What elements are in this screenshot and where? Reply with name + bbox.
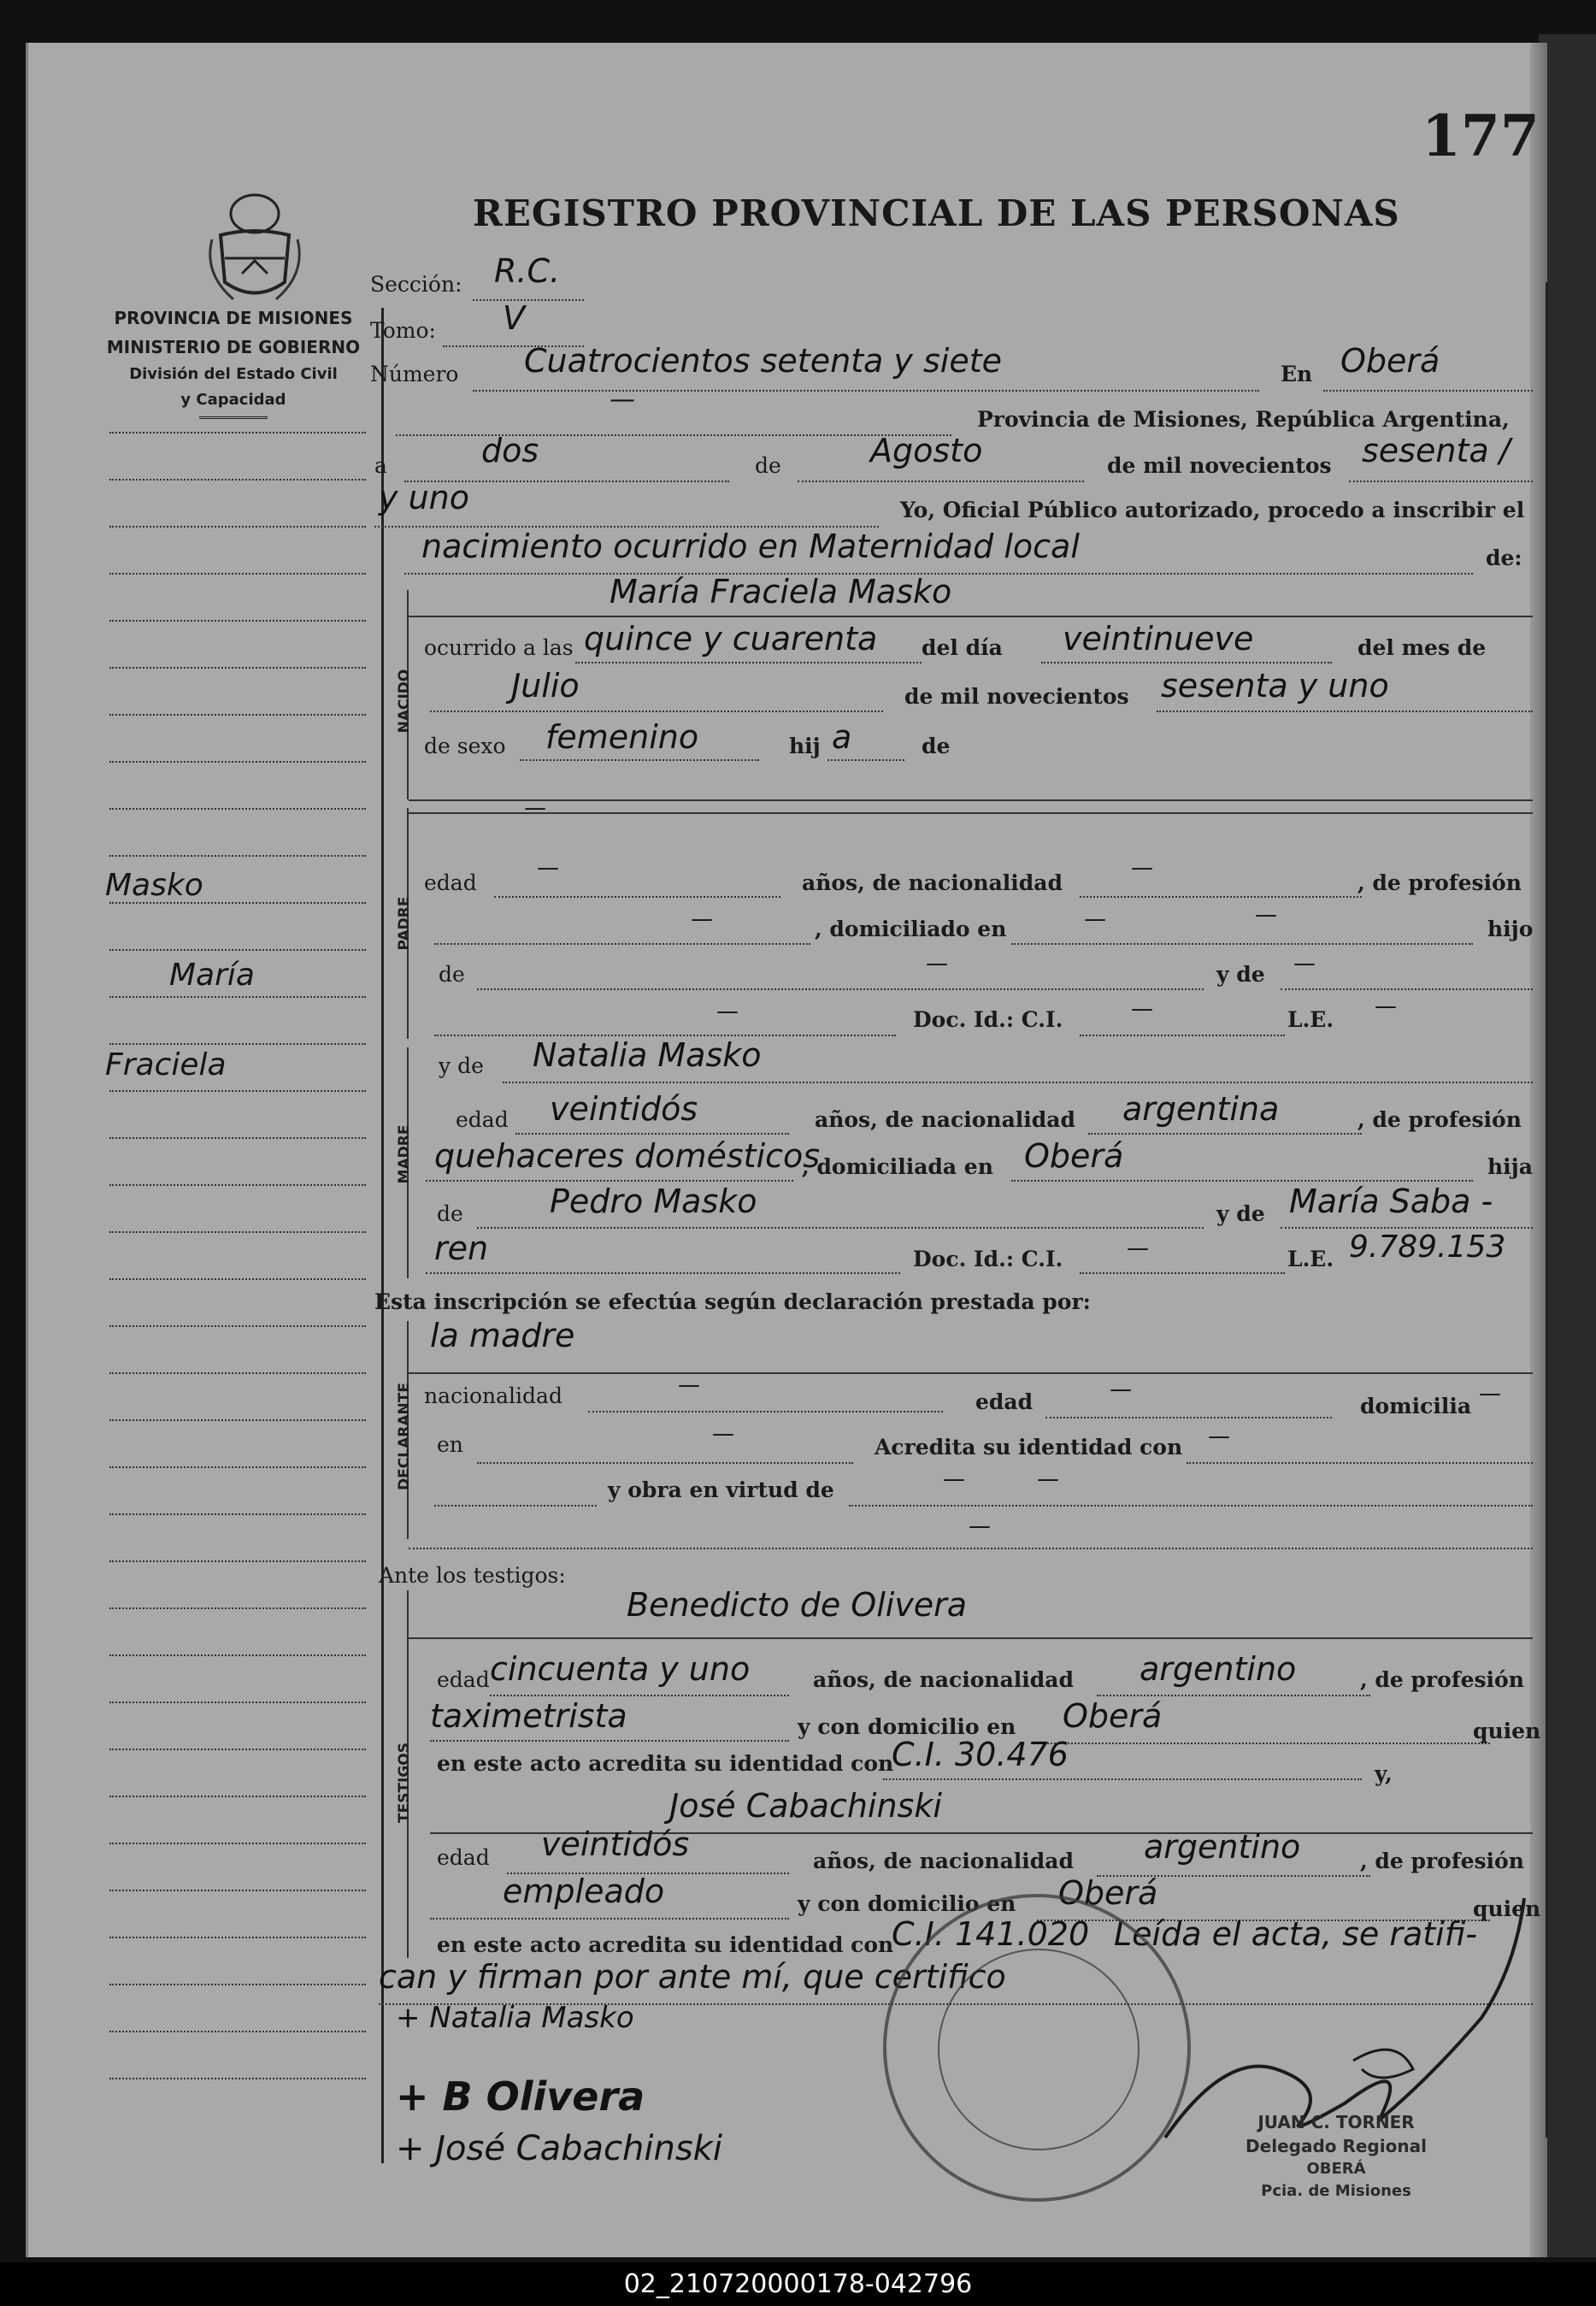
anos-label: años, de nacionalidad [802,870,1063,895]
le-label: L.E. [1287,1007,1334,1032]
madre-prof-rule [426,1180,793,1182]
madre-ci-rule [426,1272,900,1274]
firma-testigo-1: + B Olivera [396,2073,645,2120]
margin-rule [109,1560,366,1562]
margin-rule [109,1654,366,1656]
de4-label: de [437,1201,463,1226]
mes-nac-value: Julio [511,667,580,705]
numero-value: Cuatrocientos setenta y siete [524,342,1002,380]
issuer-province: PROVINCIA DE MISIONES [114,308,353,328]
margin-rule [109,1890,366,1891]
seccion-label: Sección: [370,272,462,297]
provincia-rule [396,434,951,436]
declarante-value: la madre [430,1317,575,1354]
dia-value: dos [481,432,539,469]
declarante-rule [409,1372,1533,1374]
margin-rule [109,1466,366,1468]
issuer-ministry: MINISTERIO DE GOBIERNO [106,337,361,357]
madre-edad: veintidós [550,1090,698,1128]
t1-edad-rule [490,1695,789,1696]
anio-value-1: sesenta / [1362,432,1511,469]
hora-rule [575,662,922,663]
domiciliado-label: , domiciliado en [815,917,1007,941]
madre-dom: Oberá [1024,1137,1124,1175]
header-rule [199,416,268,422]
dash-mark: — [537,855,559,881]
margin-rule [109,479,366,481]
testigos-label: TESTIGOS [396,1742,413,1824]
obra-rule [849,1505,1533,1507]
declarante-label: DECLARANTE [396,1383,413,1490]
margin-rule [109,761,366,763]
hij-rule [827,759,904,761]
mes-rule [798,481,1084,482]
margin-rule [109,1184,366,1186]
t2-nac: argentino [1144,1828,1301,1866]
doc2-rule [1080,1272,1285,1274]
margin-rule [109,1419,366,1421]
nacido-end-rule [409,799,1533,801]
document-page [26,43,1547,2257]
acto2-label: en este acto acredita su identidad con [437,1932,894,1957]
t1-dom-rule [1037,1743,1490,1744]
margin-divider [381,308,384,2163]
dash-mark: — [943,1466,965,1492]
t2-nombre: José Cabachinski [669,1787,942,1825]
firma-testigo-2: + José Cabachinski [396,2129,722,2168]
t1-ci-rule [883,1778,1362,1780]
t1-nac-rule [1097,1695,1370,1696]
hijo-label: hijo [1487,917,1534,941]
profesion4-label: , de profesión [1360,1849,1524,1873]
dash-mark: — [610,385,635,415]
y-de-label: y de [1216,962,1265,987]
margin-rule [109,1701,366,1703]
acredita-label: Acredita su identidad con [875,1435,1183,1460]
obra-label: y obra en virtud de [608,1477,834,1502]
nacido-label: NACIDO [396,669,413,734]
padre-madre-rule [1281,988,1533,990]
t1-prof-rule [430,1740,789,1742]
dash-mark: — [1255,902,1277,928]
de3-label: de [439,962,465,987]
anos3-label: años, de nacionalidad [813,1667,1074,1692]
firma-madre: + Natalia Masko [396,2001,634,2035]
dash-mark: — [524,795,546,821]
margin-rule [109,1325,366,1327]
margin-rule [109,432,366,433]
en-value: Oberá [1340,342,1440,380]
t1-edad: cincuenta y uno [490,1650,751,1688]
dash-mark: — [691,906,713,932]
madre-nac-rule [1088,1133,1362,1135]
seccion-value: R.C. [494,252,561,290]
edad-rule [494,896,780,898]
y-de3-label: y de [1216,1201,1265,1226]
t2-prof: empleado [503,1873,665,1910]
right-border [1546,282,1548,2138]
t1-dom: Oberá [1063,1697,1163,1735]
margin-rule [109,2031,366,2032]
hij-value: a [832,718,852,756]
margin-rule [109,1372,366,1374]
declarante-end-rule [409,1548,1533,1549]
padre-top-rule [409,812,1533,814]
margin-rule [109,1749,366,1750]
madre-madre-rule [1281,1227,1533,1229]
anio-nac-rule [1157,711,1533,712]
margin-surname: Masko [105,868,203,903]
madre-padre-rule [477,1227,1204,1229]
margin-rule [109,1984,366,1985]
official-seal [883,1894,1191,2202]
margin-rule [109,1937,366,1938]
en2-label: en [437,1432,463,1457]
domicilia-label: domicilia [1360,1394,1472,1418]
dash-mark: — [1208,1424,1230,1449]
madre-madre-2: ren [434,1230,489,1267]
margin-rule [109,1607,366,1609]
nombre-rule [409,616,1533,617]
stamp-city: OBERÁ [1306,2160,1366,2178]
margin-rule [109,1278,366,1280]
de-mil-label-2: de mil novecientos [904,684,1129,709]
margin-rule [109,1843,366,1844]
hija-label: hija [1487,1154,1533,1179]
en-label: En [1281,362,1313,386]
margin-rule [109,714,366,716]
del-mes-label: del mes de [1357,635,1487,660]
margin-rule [109,855,366,857]
nacido-nombre: María Fraciela Masko [610,573,952,610]
anio-nac-value: sesenta y uno [1161,667,1389,705]
edad3-rule [1045,1417,1332,1418]
y-comma-label: y, [1375,1761,1393,1786]
nacimiento-value: nacimiento ocurrido en Maternidad local [421,528,1080,565]
prof-rule [434,943,810,945]
madre-prof: quehaceres domésticos [434,1137,821,1175]
madre-label: MADRE [396,1124,413,1184]
padre-padre-rule [477,988,1204,990]
margin-rule [109,2078,366,2079]
margin-rule [109,949,366,951]
official-signature-icon [1157,1796,1533,2155]
margin-rule [109,996,366,998]
doc-label: Doc. Id.: C.I. [913,1007,1063,1032]
de-label: de [755,453,781,478]
document-title: REGISTRO PROVINCIAL DE LAS PERSONAS [473,192,1400,234]
dia-nac-rule [1041,662,1332,663]
dash-mark: — [1293,951,1316,976]
edad4-label: edad [437,1667,490,1692]
dash-mark: — [1127,1236,1149,1261]
de-mil-label: de mil novecientos [1107,453,1332,478]
dash-mark: — [1131,855,1153,881]
profesion3-label: , de profesión [1360,1667,1524,1692]
padre-label: PADRE [396,896,413,951]
madre-nombre-rule [503,1082,1533,1083]
image-id-footer: 02_210720000178-042796 [0,2262,1596,2306]
page-edge [1530,43,1547,2257]
doc-rule [1080,1035,1285,1036]
margin-middle-name: Fraciela [105,1047,227,1082]
edad2-label: edad [456,1107,509,1132]
sexo-value: femenino [545,718,699,756]
dash-mark: — [926,951,948,976]
le2-label: L.E. [1287,1247,1334,1271]
page-number: 177 [1422,103,1540,169]
dash-mark: — [969,1513,991,1539]
edad3-label: edad [975,1389,1034,1414]
tomo-label: Tomo: [370,318,436,343]
t2-dom: Oberá [1058,1874,1158,1912]
margin-rule [109,1231,366,1233]
quien-label: quien [1473,1719,1541,1743]
dash-mark: — [712,1421,734,1447]
margin-rule [109,808,366,810]
issuer-division: División del Estado Civil [129,365,338,383]
testigos-intro: Ante los testigos: [379,1563,566,1588]
dash-mark: — [1479,1381,1501,1407]
quien2-label: quien [1473,1896,1541,1921]
stamp-title: Delegado Regional [1246,2136,1427,2156]
provincia-text: Provincia de Misiones, República Argentina, [977,407,1510,432]
dia-nac-value: veintinueve [1063,620,1254,658]
acto-label: en este acto acredita su identidad con [437,1751,894,1776]
margin-rule [109,573,366,575]
anos2-label: años, de nacionalidad [815,1107,1075,1132]
sexo-label: de sexo [424,734,506,758]
t2-ci: C.I. 141.020 [892,1915,1090,1953]
margin-first-name: María [169,958,255,993]
firman-text: can y firman por ante mí, que certifico [379,1958,1006,1996]
nacionalidad-label: nacionalidad [424,1383,562,1408]
dash-mark: — [1131,996,1153,1022]
margin-rule [109,1796,366,1797]
de-colon-label: de: [1486,546,1522,570]
doc2-label: Doc. Id.: C.I. [913,1247,1063,1271]
obra-pre-rule [434,1505,597,1507]
mes-value: Agosto [870,432,983,469]
t1-nombre-rule [409,1637,1533,1639]
y-de2-label: y de [439,1053,484,1078]
ocurrido-label: ocurrido a las [424,635,574,660]
t2-prof-rule [430,1918,789,1920]
edad5-label: edad [437,1845,490,1870]
t1-prof: taximetrista [430,1697,627,1735]
t2-edad: veintidós [541,1825,690,1863]
t1-ci: C.I. 30.476 [892,1736,1069,1773]
t1-nac: argentino [1140,1650,1297,1688]
en2-rule [477,1462,853,1464]
hora-value: quince y cuarenta [584,620,878,658]
anio-value-2: y uno [379,479,469,516]
dash-mark: — [1037,1466,1059,1492]
acredita-rule [1187,1462,1533,1464]
nac-rule [1080,896,1362,898]
coat-of-arms-icon [199,180,310,308]
madre-madre-1: María Saba - [1289,1182,1493,1220]
dash-mark: — [1084,906,1106,932]
profesion-label: , de profesión [1357,870,1522,895]
a-label: a [374,453,387,478]
tomo-value: V [503,299,525,337]
dash-mark: — [1110,1377,1132,1402]
margin-rule [109,1090,366,1092]
dash-mark: — [1375,994,1397,1019]
margin-rule [109,526,366,528]
domiciliada-label: , domiciliada en [802,1154,993,1179]
mes-nac-rule [430,711,883,712]
declaracion-text: Esta inscripción se efectúa según declaración prestada por: [374,1289,1091,1314]
anio-rule [1349,481,1533,482]
con-domicilio-label: y con domicilio en [798,1714,1016,1739]
de2-label: de [922,734,951,758]
oficial-text: Yo, Oficial Público autorizado, procedo a inscribir el [900,498,1525,522]
madre-le: 9.789.153 [1349,1230,1506,1265]
issuer-header [88,304,379,422]
anos4-label: años, de nacionalidad [813,1849,1074,1873]
margin-rule [109,1513,366,1515]
dom-rule [1011,943,1473,945]
con-domicilio2-label: y con domicilio en [798,1891,1016,1916]
numero-rule [473,390,1259,392]
leida-text: Leída el acta, se ratifi- [1114,1915,1478,1953]
seccion-rule [473,299,584,301]
dash-mark: — [678,1372,700,1398]
del-dia-label: del día [922,635,1003,660]
dash-mark: — [716,999,739,1024]
t1-nombre: Benedicto de Olivera [627,1586,968,1624]
en-rule [1323,390,1533,392]
margin-rule [109,667,366,669]
madre-edad-rule [515,1133,789,1135]
madre-padre: Pedro Masko [550,1182,757,1220]
margin-rule [109,620,366,622]
stamp-name: JUAN C. TORNER [1257,2112,1415,2132]
sexo-rule [520,759,759,761]
issuer-capacity: y Capacidad [180,391,286,409]
madre-nac: argentina [1122,1090,1280,1128]
madre-dom-rule [1011,1180,1473,1182]
hij-label: hij [789,734,821,758]
numero-label: Número [370,362,459,386]
nacionalidad-rule [588,1411,943,1412]
edad-label: edad [424,870,477,895]
margin-rule [109,1137,366,1139]
profesion2-label: , de profesión [1357,1107,1522,1132]
madre-nombre: Natalia Masko [533,1036,762,1074]
stamp-province: Pcia. de Misiones [1261,2182,1411,2200]
margin-rule [109,1043,366,1045]
